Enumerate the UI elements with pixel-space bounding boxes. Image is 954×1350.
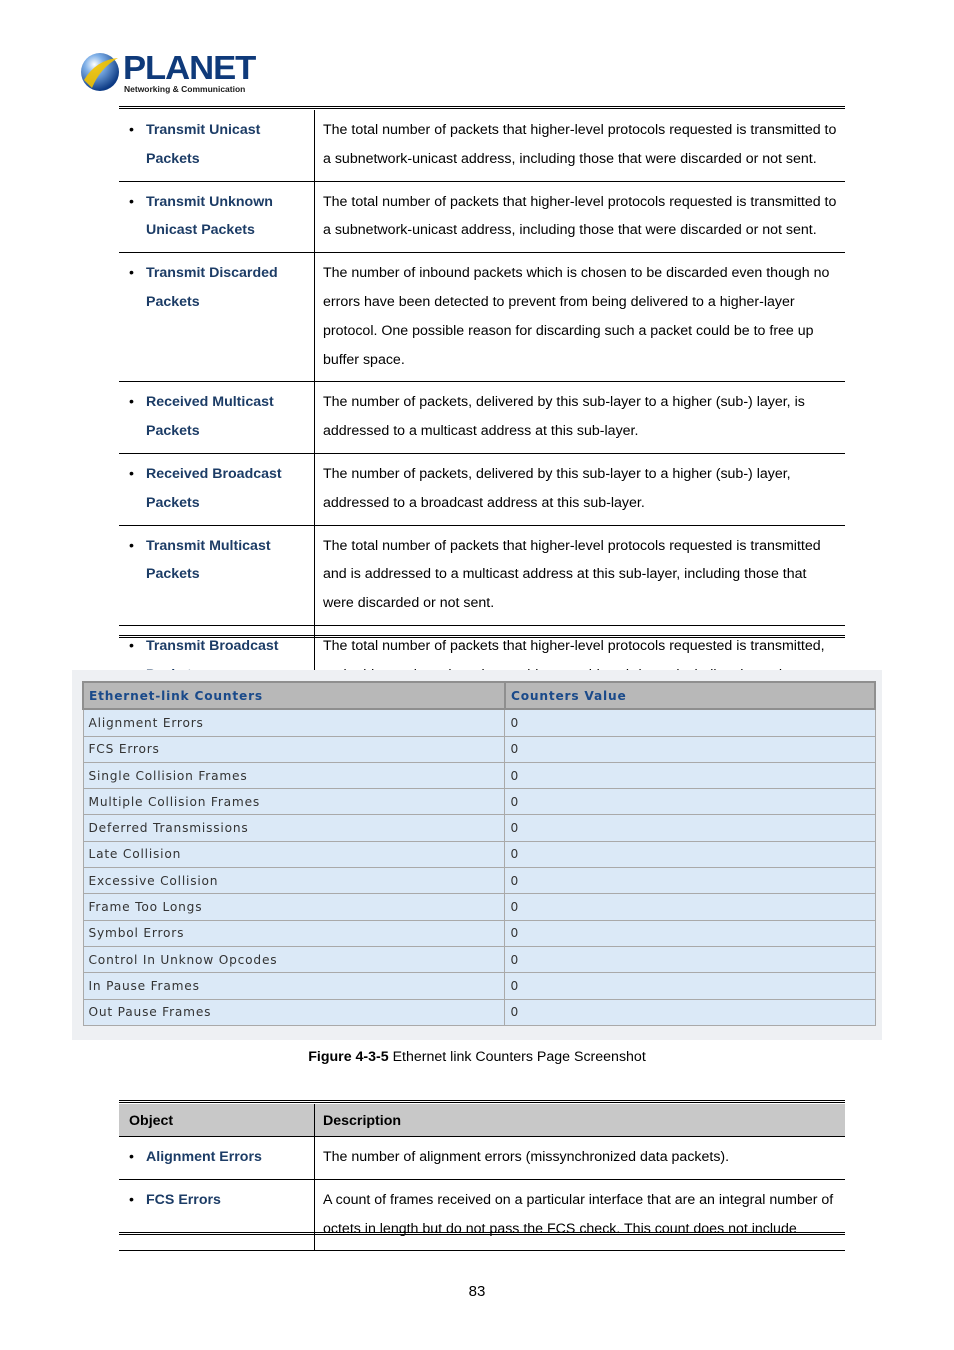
counter-name: Alignment Errors [83,709,505,736]
counter-value: 0 [505,999,875,1025]
table-row [119,453,845,525]
object-item [129,532,306,590]
description-cell: The total number of packets that higher-level protocols requested is transmitted, [315,625,846,725]
object-label: Transmit Broadcast [146,637,279,654]
counter-value: 0 [505,789,875,815]
counters-value-header: Counters Value [505,682,875,709]
object-cell [119,181,315,253]
object-item [129,388,306,446]
counter-name: Late Collision [83,841,505,867]
description-cell: The number of packets, delivered by this sub-layer to a higher (sub-) layer, is addressed to a multicast address at this sub-layer. [315,382,846,454]
counter-row [83,868,875,894]
description-cell: The total number of packets that higher-level protocols requested is transmitted and is addressed to a multicast address at this sub-layer, including those that were discarded or not sent. [315,525,846,625]
counter-name: Control In Unknow Opcodes [83,946,505,972]
object-header: Object [119,1104,315,1137]
object-item [129,259,306,317]
description-header: Description [315,1104,846,1137]
counter-name: FCS Errors [83,736,505,762]
counter-value: 0 [505,736,875,762]
table-row [119,181,845,253]
object-item [129,188,306,246]
table-row [119,1179,845,1251]
counter-row [83,762,875,788]
table-row [119,253,845,382]
bullet-icon: • [129,637,134,654]
object-cell [119,1179,315,1251]
bottom-table-bottom-rule [119,1232,845,1235]
object-item [129,460,306,518]
counters-header-row [83,682,875,709]
bottom-object-table [119,1104,845,1251]
counter-name: Single Collision Frames [83,762,505,788]
brand-name: PLANET [123,49,256,86]
bullet-icon: • [129,394,134,411]
figure-label: Figure 4-3-5 [308,1049,389,1065]
counter-row [83,736,875,762]
table-row [119,1137,845,1180]
brand-tagline: Networking & Communication [124,84,246,94]
bullet-icon: • [129,1191,134,1208]
counter-value: 0 [505,973,875,999]
counter-value: 0 [505,920,875,946]
object-label: Alignment Errors [146,1149,262,1165]
description-cell: A count of frames received on a particular interface that are an integral number of octets in length but do not pass the FCS check. This count does not include [315,1179,846,1251]
planet-globe-icon [78,50,122,94]
bullet-icon: • [129,465,134,482]
description-cell: The number of inbound packets which is chosen to be discarded even though no errors have been detected to prevent from being delivered to a higher-layer protocol. One possible reason for discarding such a packet could be to free up buffer space. [315,253,846,382]
object-cell [119,525,315,625]
counter-row [83,973,875,999]
bullet-icon: • [129,193,134,210]
table-row [119,110,845,181]
counter-row [83,841,875,867]
bullet-icon: • [129,122,134,138]
figure-caption-text: Ethernet link Counters Page Screenshot [388,1049,646,1065]
counter-name: Deferred Transmissions [83,815,505,841]
table-top-rule [119,106,845,109]
counter-value: 0 [505,709,875,736]
counter-value: 0 [505,841,875,867]
counter-value: 0 [505,894,875,920]
object-cell [119,110,315,181]
object-label: Transmit Multicast Packets [146,537,271,583]
object-item [129,1186,306,1215]
object-cell [119,1137,315,1180]
counter-value: 0 [505,815,875,841]
counter-row [83,999,875,1025]
object-label: Received Multicast Packets [146,394,274,440]
object-label: Transmit Unknown Unicast Packets [146,193,273,239]
counter-row [83,789,875,815]
description-cell: The number of packets, delivered by this sub-layer to a higher (sub-) layer, addressed to a broadcast address at this sub-layer. [315,453,846,525]
counter-name: Frame Too Longs [83,894,505,920]
bottom-table-top-rule [119,1100,845,1103]
page-number: 83 [468,1283,486,1300]
counter-value: 0 [505,946,875,972]
table-row [119,525,845,625]
counter-row [83,920,875,946]
object-item [129,116,306,174]
object-label: FCS Errors [146,1191,221,1208]
counter-row [83,815,875,841]
counter-value: 0 [505,868,875,894]
ethernet-link-counters-table [82,681,876,1026]
counter-value: 0 [505,762,875,788]
top-object-table [119,110,845,726]
figure-caption [0,1049,954,1065]
bottom-table-header-row [119,1104,845,1137]
table-row [119,382,845,454]
object-cell [119,382,315,454]
counter-name: Multiple Collision Frames [83,789,505,815]
counters-name-header: Ethernet-link Counters [83,682,505,709]
description-cell: The total number of packets that higher-level protocols requested is transmitted to a subnetwork-unicast address, including those that were discarded or not sent. [315,181,846,253]
counter-row [83,894,875,920]
object-cell [119,253,315,382]
bullet-icon: • [129,1149,134,1165]
bullet-icon: • [129,537,134,554]
table-bottom-rule [119,635,845,638]
object-label: Transmit Discarded Packets [146,265,278,310]
description-cell: The total number of packets that higher-level protocols requested is transmitted to a subnetwork-unicast address, including those that were discarded or not sent. [315,110,846,181]
counter-row [83,709,875,736]
counter-name: Symbol Errors [83,920,505,946]
object-label: Received Broadcast Packets [146,465,282,511]
bullet-icon: • [129,265,134,282]
planet-logo [78,49,256,96]
counter-name: In Pause Frames [83,973,505,999]
description-cell: The number of alignment errors (missynchronized data packets). [315,1137,846,1180]
counter-name: Out Pause Frames [83,999,505,1025]
counter-name: Excessive Collision [83,868,505,894]
object-cell [119,453,315,525]
object-item [129,1143,306,1172]
counter-row [83,946,875,972]
object-label: Transmit Unicast Packets [146,122,261,167]
